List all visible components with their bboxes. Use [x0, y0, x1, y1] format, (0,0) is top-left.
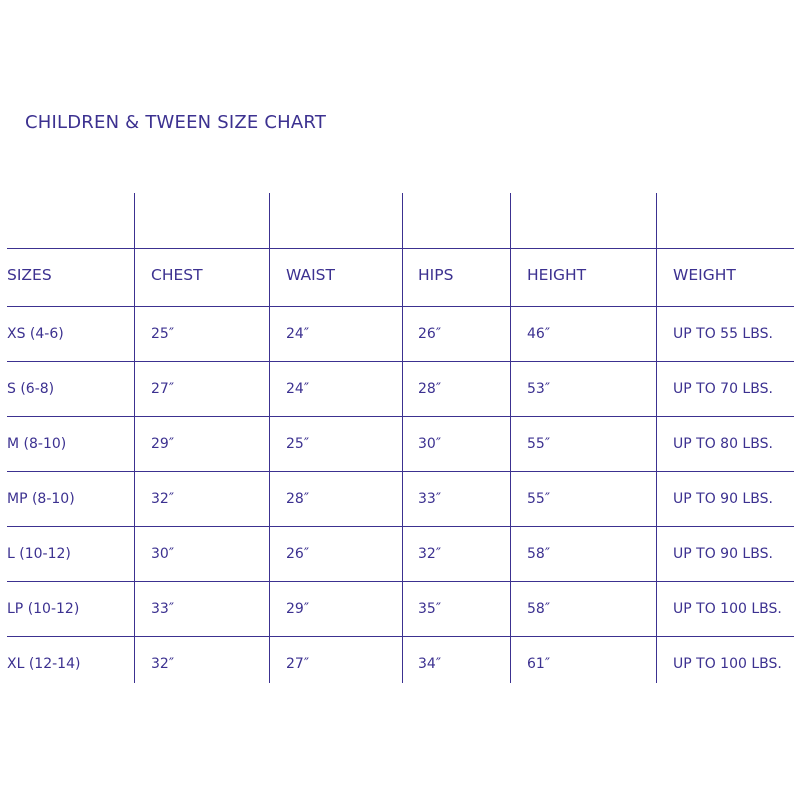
table-cell: UP TO 100 LBS.	[673, 656, 782, 672]
column-header: WAIST	[286, 266, 335, 284]
table-cell: 29″	[286, 601, 310, 617]
table-cell: 24″	[286, 326, 310, 342]
table-cell: 46″	[527, 326, 551, 342]
table-cell: UP TO 55 LBS.	[673, 326, 773, 342]
column-divider	[510, 193, 511, 683]
row-divider	[7, 636, 794, 637]
column-divider	[269, 193, 270, 683]
table-cell: 27″	[151, 381, 175, 397]
table-cell: 32″	[151, 491, 175, 507]
table-cell: 30″	[151, 546, 175, 562]
column-header: HEIGHT	[527, 266, 587, 284]
table-cell: 26″	[286, 546, 310, 562]
row-divider	[7, 248, 794, 249]
table-cell: 25″	[151, 326, 175, 342]
table-cell: UP TO 90 LBS.	[673, 491, 773, 507]
table-cell: 28″	[286, 491, 310, 507]
row-divider	[7, 526, 794, 527]
size-label-cell: LP (10-12)	[7, 601, 80, 617]
row-divider	[7, 471, 794, 472]
table-cell: 29″	[151, 436, 175, 452]
table-cell: UP TO 90 LBS.	[673, 546, 773, 562]
table-cell: UP TO 80 LBS.	[673, 436, 773, 452]
table-cell: 33″	[418, 491, 442, 507]
column-header: WEIGHT	[673, 266, 736, 284]
row-divider	[7, 581, 794, 582]
column-divider	[656, 193, 657, 683]
table-cell: UP TO 70 LBS.	[673, 381, 773, 397]
table-cell: 33″	[151, 601, 175, 617]
table-cell: 27″	[286, 656, 310, 672]
table-cell: 55″	[527, 491, 551, 507]
row-divider	[7, 361, 794, 362]
size-label-cell: L (10-12)	[7, 546, 71, 562]
page-title: CHILDREN & TWEEN SIZE CHART	[25, 112, 327, 133]
size-label-cell: XS (4-6)	[7, 326, 64, 342]
table-cell: 24″	[286, 381, 310, 397]
table-cell: 25″	[286, 436, 310, 452]
table-cell: 61″	[527, 656, 551, 672]
column-header: SIZES	[7, 266, 52, 284]
table-cell: 58″	[527, 546, 551, 562]
size-label-cell: XL (12-14)	[7, 656, 81, 672]
size-label-cell: MP (8-10)	[7, 491, 75, 507]
table-cell: 26″	[418, 326, 442, 342]
row-divider	[7, 416, 794, 417]
column-divider	[402, 193, 403, 683]
table-cell: 28″	[418, 381, 442, 397]
size-label-cell: M (8-10)	[7, 436, 67, 452]
column-header: CHEST	[151, 266, 203, 284]
column-divider	[134, 193, 135, 683]
size-label-cell: S (6-8)	[7, 381, 55, 397]
table-cell: 30″	[418, 436, 442, 452]
row-divider	[7, 306, 794, 307]
table-cell: 34″	[418, 656, 442, 672]
table-cell: 55″	[527, 436, 551, 452]
table-cell: UP TO 100 LBS.	[673, 601, 782, 617]
table-cell: 53″	[527, 381, 551, 397]
table-cell: 58″	[527, 601, 551, 617]
table-cell: 32″	[151, 656, 175, 672]
table-cell: 35″	[418, 601, 442, 617]
table-cell: 32″	[418, 546, 442, 562]
column-header: HIPS	[418, 266, 454, 284]
